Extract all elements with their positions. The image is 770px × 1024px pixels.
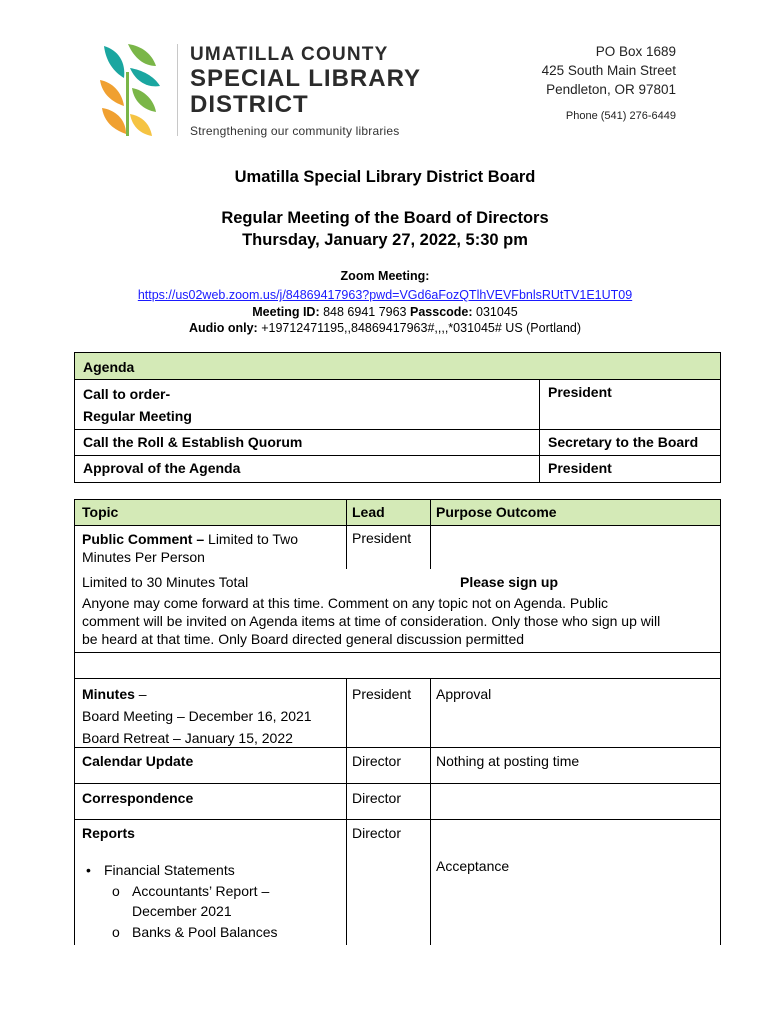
time-limit: Limited to 30 Minutes Total [82,574,249,590]
sub-bullet-icon: o [112,882,120,899]
address-line3: Pendleton, OR 97801 [546,82,676,97]
reports-bullet: Financial Statements [104,862,235,878]
meeting-id-label: Meeting ID: [252,305,320,319]
phone-number: Phone (541) 276-6449 [565,110,676,122]
reports-list [82,860,352,942]
topic-header-row [74,499,721,525]
sub-bullet-icon: o [112,923,120,940]
public-comment-title-line2: Minutes Per Person [82,549,205,565]
agenda-responsible: President [548,460,612,476]
calendar-topic: Calendar Update [82,753,194,769]
bullet-icon: • [86,862,91,878]
public-comment-text-line2: comment will be invited on Agenda items at time of consideration. Only those who sign up will [82,613,661,629]
table-rule [74,499,75,945]
reports-sub1-line1: Accountants’ Report – [132,882,270,899]
zoom-label: Zoom Meeting: [340,269,430,283]
district-name [190,44,421,118]
logo-divider [177,44,178,136]
table-rule [346,678,347,945]
minutes-topic [82,683,312,749]
public-comment-title-rest: Limited to Two [204,531,299,547]
minutes-title-rest: – [134,686,147,702]
district-logo-icon [96,42,162,138]
minutes-lead: President [352,686,412,702]
logo-line3: DISTRICT [190,91,309,118]
agenda-item [75,380,540,429]
reports-lead: Director [352,825,402,841]
table-rule [720,499,721,945]
table-rule [74,783,721,784]
purpose-header: Purpose Outcome [436,504,557,520]
meeting-id-line [0,304,770,321]
list-item [82,860,352,881]
public-comment-text-line1: Anyone may come forward at this time. Comment on any topic not on Agenda. Public [82,595,609,611]
agenda-responsible: Secretary to the Board [548,434,699,450]
table-rule [346,499,347,569]
topic-header: Topic [82,504,119,520]
audio-number: +19712471195,,84869417963#,,,,*031045# US (Portland) [261,321,582,335]
table-rule [430,678,431,945]
reports-topic: Reports [82,825,135,841]
public-comment-text [82,594,722,648]
agenda-row [75,380,720,430]
address-line1: PO Box 1689 [595,44,676,59]
correspondence-topic: Correspondence [82,790,194,806]
agenda-responsible: President [548,384,612,400]
agenda-item: Approval of the Agenda [75,456,540,482]
table-rule [74,678,721,679]
agenda-row [75,456,720,482]
reports-sub2: Banks & Pool Balances [132,923,278,940]
public-comment-title: Public Comment – [82,531,205,547]
passcode: 031045 [476,305,518,319]
agenda-header: Agenda [75,353,720,380]
address-line2: 425 South Main Street [541,63,676,78]
correspondence-lead: Director [352,790,402,806]
zoom-link[interactable]: https://us02web.zoom.us/j/84869417963?pwd=VGd6aFozQTlhVEVFbnlsRUtTV1E1UT09 [137,288,633,302]
agenda-table [74,352,721,483]
meeting-title: Regular Meeting of the Board of Directors [221,209,549,227]
tagline: Strengthening our community libraries [190,124,400,138]
agenda-item-line1: Call to order- [83,386,171,402]
reports-sub1-line2: December 2021 [132,903,232,919]
agenda-item-line2: Regular Meeting [83,408,192,424]
lead-header: Lead [352,504,385,520]
table-rule [74,652,721,653]
table-rule [74,525,721,526]
board-title: Umatilla Special Library District Board [234,168,536,186]
public-comment-topic [82,530,342,566]
table-rule [74,819,721,820]
list-item [82,922,352,943]
audio-label: Audio only: [188,321,258,335]
logo-line1: UMATILLA COUNTY [190,44,389,65]
mailing-address [542,42,676,99]
public-comment-lead: President [352,530,412,546]
table-rule [74,499,721,500]
agenda-row [75,430,720,456]
calendar-purpose: Nothing at posting time [436,753,580,769]
logo-line2: SPECIAL LIBRARY [190,65,422,92]
minutes-line3: Board Retreat – January 15, 2022 [82,730,293,746]
minutes-line2: Board Meeting – December 16, 2021 [82,708,312,724]
table-rule [74,747,721,748]
calendar-lead: Director [352,753,402,769]
minutes-title: Minutes [82,686,135,702]
minutes-purpose: Approval [436,686,492,702]
sign-up-note: Please sign up [460,574,559,590]
reports-purpose: Acceptance [436,858,510,874]
passcode-label: Passcode: [410,305,473,319]
audio-line [0,320,770,337]
public-comment-text-line3: be heard at that time. Only Board directed general discussion permitted [82,631,525,647]
agenda-item: Call the Roll & Establish Quorum [75,430,540,455]
list-item [82,881,352,922]
meeting-date: Thursday, January 27, 2022, 5:30 pm [242,231,528,249]
table-rule [430,499,431,569]
meeting-id: 848 6941 7963 [323,305,407,319]
